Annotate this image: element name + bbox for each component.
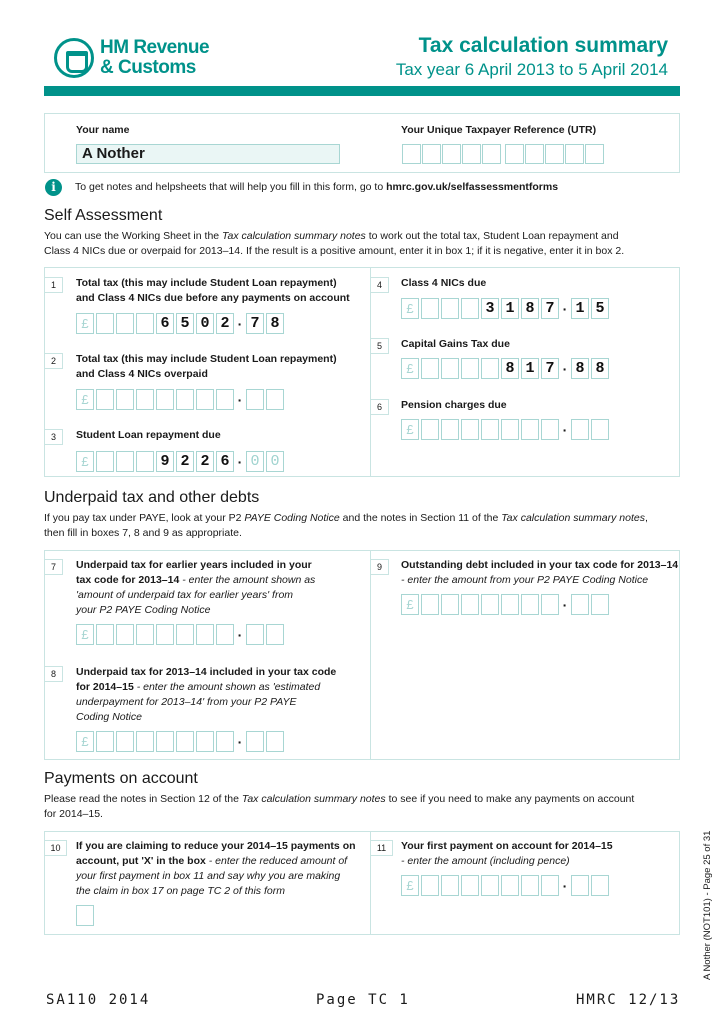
decimal-point: · (237, 391, 243, 408)
digit-cell: 1 (521, 358, 539, 379)
digit-cell (156, 624, 174, 645)
header-bar (44, 86, 680, 96)
box-4-label: Class 4 NICs due (401, 277, 487, 289)
digit-cell (521, 594, 539, 615)
digit-cell: 9 (156, 451, 174, 472)
side-page-note: A Nother (NOT101) - Page 25 of 31 (702, 830, 713, 980)
logo-line-1: HM Revenue (100, 37, 210, 58)
utr-label: Your Unique Taxpayer Reference (UTR) (401, 124, 597, 136)
decimal-point: · (562, 596, 568, 613)
digit-cell (116, 731, 134, 752)
identity-box (44, 113, 680, 173)
box-6-amount[interactable] (401, 419, 611, 440)
digit-cell (461, 875, 479, 896)
box-number-1: 1 (45, 277, 63, 293)
decimal-point: · (237, 626, 243, 643)
digit-cell (136, 731, 154, 752)
digit-cell (421, 298, 439, 319)
digit-cell (96, 731, 114, 752)
utr-field-part-2[interactable] (505, 144, 605, 164)
pence-cell: 5 (591, 298, 609, 319)
digit-cell (196, 731, 214, 752)
digit-cell (501, 419, 519, 440)
box-number-9: 9 (371, 559, 389, 575)
digit-cell (96, 451, 114, 472)
digit-cell (541, 875, 559, 896)
pence-cell (591, 594, 609, 615)
box-9-label: Outstanding debt included in your tax code for 2013–14 - enter the amount from your P2 PAYE Coding Notice (401, 559, 679, 586)
hmrc-logo (54, 38, 224, 82)
column-divider (370, 551, 371, 759)
logo-line-2: & Customs (100, 57, 196, 78)
digit-cell: 6 (216, 451, 234, 472)
pound-sign: £ (76, 389, 94, 410)
digit-cell (481, 875, 499, 896)
digit-cell (541, 594, 559, 615)
digit-cell (441, 298, 459, 319)
digit-cell (96, 389, 114, 410)
pence-cell (246, 389, 264, 410)
decimal-point: · (237, 733, 243, 750)
box-7-label: Underpaid tax for earlier years included in your tax code for 2013–14 - enter the amount shown as 'amount of underpaid tax for earlier years' from your P2 PAYE Coding Notice (76, 559, 316, 616)
digit-cell: 6 (156, 313, 174, 334)
digit-cell (441, 358, 459, 379)
digit-cell: 2 (176, 451, 194, 472)
box-1-label: Total tax (this may include Student Loan repayment) and Class 4 NICs due before any payments on account (76, 277, 350, 304)
pound-sign: £ (76, 731, 94, 752)
pence-cell: 8 (591, 358, 609, 379)
digit-cell (216, 731, 234, 752)
box-number-11: 11 (371, 840, 393, 856)
box-3-label: Student Loan repayment due (76, 429, 221, 441)
digit-cell (96, 624, 114, 645)
footer-version: HMRC 12/13 (576, 992, 681, 1008)
info-icon: i (45, 179, 62, 196)
digit-cell (501, 594, 519, 615)
underpaid-heading: Underpaid tax and other debts (44, 489, 260, 506)
column-divider (370, 268, 371, 476)
box-7-amount[interactable] (76, 624, 286, 645)
box-11-label: Your first payment on account for 2014–15 - enter the amount (including pence) (401, 840, 613, 867)
pence-cell (246, 731, 264, 752)
self-assessment-intro: You can use the Working Sheet in the Tax calculation summary notes to work out the total tax, Student Loan repayment and Class 4 NICs due or overpaid for 2013–14. If the result is a positive amount, enter it in box 1; if it is negative, enter it in box 2. (44, 230, 625, 257)
digit-cell (421, 358, 439, 379)
digit-cell: 5 (176, 313, 194, 334)
pound-sign: £ (401, 358, 419, 379)
pence-cell: 7 (246, 313, 264, 334)
decimal-point: · (562, 877, 568, 894)
pound-sign: £ (401, 298, 419, 319)
digit-cell (136, 624, 154, 645)
box-1-amount[interactable] (76, 313, 286, 334)
box-2-amount[interactable] (76, 389, 286, 410)
box-11-amount[interactable] (401, 875, 611, 896)
box-6-label: Pension charges due (401, 399, 507, 411)
logo-text (100, 38, 209, 78)
digit-cell: 8 (501, 358, 519, 379)
digit-cell (216, 389, 234, 410)
box-8-amount[interactable] (76, 731, 286, 752)
box-9-amount[interactable] (401, 594, 611, 615)
pound-sign: £ (401, 419, 419, 440)
info-prefix: To get notes and helpsheets that will help you fill in this form, go to (75, 181, 387, 193)
digit-cell (481, 594, 499, 615)
decimal-point: · (562, 360, 568, 377)
pence-cell (571, 419, 589, 440)
digit-cell (481, 419, 499, 440)
digit-cell (136, 389, 154, 410)
box-10-label: If you are claiming to reduce your 2014–15 payments on account, put 'X' in the box - enter the reduced amount of your first payment in box 11 and say why you are making the claim in box 17 on page TC 2 of this form (76, 840, 356, 897)
pound-sign: £ (76, 624, 94, 645)
digit-cell: 3 (481, 298, 499, 319)
pound-sign: £ (76, 313, 94, 334)
digit-cell (116, 451, 134, 472)
digit-cell (461, 298, 479, 319)
pound-sign: £ (401, 875, 419, 896)
info-link[interactable]: hmrc.gov.uk/selfassessmentforms (386, 181, 559, 193)
digit-cell (156, 731, 174, 752)
digit-cell (136, 451, 154, 472)
name-label: Your name (76, 124, 130, 136)
box-3-amount[interactable] (76, 451, 286, 472)
decimal-point: · (237, 315, 243, 332)
digit-cell (461, 358, 479, 379)
decimal-point: · (562, 421, 568, 438)
digit-cell: 8 (521, 298, 539, 319)
digit-cell (136, 313, 154, 334)
decimal-point: · (562, 300, 568, 317)
document-subtitle: Tax year 6 April 2013 to 5 April 2014 (395, 60, 668, 79)
pence-cell: 8 (571, 358, 589, 379)
pence-cell (571, 875, 589, 896)
box-4-amount[interactable] (401, 298, 611, 319)
document-title: Tax calculation summary (418, 34, 668, 57)
payments-intro: Please read the notes in Section 12 of the Tax calculation summary notes to see if you need to make any payments on account for 2014–15. (44, 793, 635, 820)
pence-cell: 0 (266, 451, 284, 472)
pence-cell: 8 (266, 313, 284, 334)
box-number-8: 8 (45, 666, 63, 682)
digit-cell: 2 (216, 313, 234, 334)
digit-cell (156, 389, 174, 410)
info-text (75, 180, 558, 195)
digit-cell (116, 389, 134, 410)
digit-cell (441, 594, 459, 615)
pound-sign: £ (76, 451, 94, 472)
box-number-3: 3 (45, 429, 63, 445)
pence-cell: 1 (571, 298, 589, 319)
digit-cell (96, 313, 114, 334)
digit-cell: 0 (196, 313, 214, 334)
digit-cell (441, 419, 459, 440)
box-number-2: 2 (45, 353, 63, 369)
payments-heading: Payments on account (44, 770, 198, 787)
self-assessment-heading: Self Assessment (44, 207, 163, 224)
pence-cell (571, 594, 589, 615)
digit-cell (216, 624, 234, 645)
pence-cell (246, 624, 264, 645)
digit-cell: 1 (501, 298, 519, 319)
digit-cell (176, 731, 194, 752)
footer-form-code: SA110 2014 (46, 992, 151, 1008)
digit-cell (421, 419, 439, 440)
box-number-10: 10 (45, 840, 67, 856)
digit-cell (441, 875, 459, 896)
digit-cell (521, 875, 539, 896)
pound-sign: £ (401, 594, 419, 615)
digit-cell (481, 358, 499, 379)
digit-cell (421, 594, 439, 615)
digit-cell (116, 624, 134, 645)
name-field[interactable]: A Nother (76, 144, 340, 164)
digit-cell (116, 313, 134, 334)
box-2-label: Total tax (this may include Student Loan repayment) and Class 4 NICs overpaid (76, 353, 337, 380)
pence-cell: 0 (246, 451, 264, 472)
crown-crest-icon (54, 38, 94, 78)
digit-cell (501, 875, 519, 896)
box-8-label: Underpaid tax for 2013–14 included in your tax code for 2014–15 - enter the amount shown as 'estimated underpayment for 2013–14' from your P2 PAYE Coding Notice (76, 666, 337, 723)
box-number-6: 6 (371, 399, 389, 415)
box-number-5: 5 (371, 338, 389, 354)
footer-page: Page TC 1 (316, 992, 410, 1008)
pence-cell (266, 624, 284, 645)
utr-field-part-1[interactable] (402, 144, 502, 164)
digit-cell: 7 (541, 358, 559, 379)
box-5-amount[interactable] (401, 358, 611, 379)
box-5-label: Capital Gains Tax due (401, 338, 510, 350)
digit-cell (196, 389, 214, 410)
digit-cell (461, 419, 479, 440)
digit-cell: 2 (196, 451, 214, 472)
box-10-checkbox[interactable] (76, 905, 94, 926)
digit-cell (461, 594, 479, 615)
digit-cell (521, 419, 539, 440)
pence-cell (266, 389, 284, 410)
box-number-4: 4 (371, 277, 389, 293)
pence-cell (591, 419, 609, 440)
pence-cell (591, 875, 609, 896)
pence-cell (266, 731, 284, 752)
digit-cell (421, 875, 439, 896)
digit-cell (176, 624, 194, 645)
digit-cell (196, 624, 214, 645)
underpaid-intro: If you pay tax under PAYE, look at your P2 PAYE Coding Notice and the notes in Section 11 of the Tax calculation summary notes, then fill in boxes 7, 8 and 9 as appropriate. (44, 512, 648, 539)
decimal-point: · (237, 453, 243, 470)
digit-cell (541, 419, 559, 440)
digit-cell (176, 389, 194, 410)
digit-cell: 7 (541, 298, 559, 319)
box-number-7: 7 (45, 559, 63, 575)
